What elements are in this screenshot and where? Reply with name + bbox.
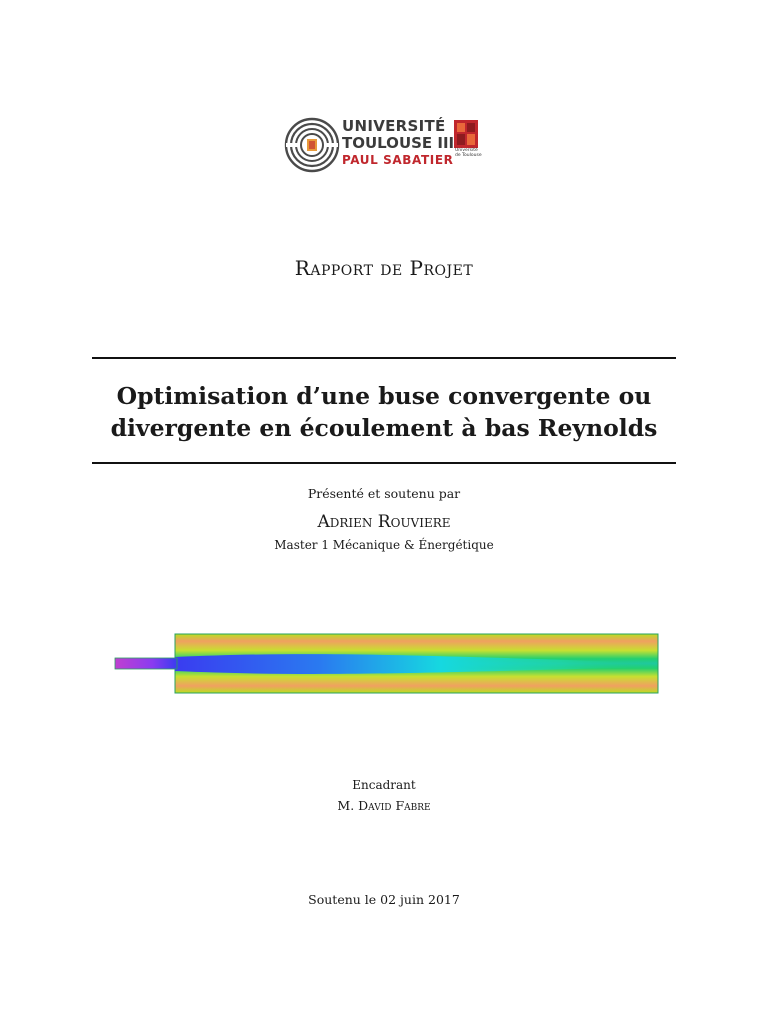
university-logo (284, 114, 484, 176)
logo-line-toulouse: TOULOUSE III (342, 134, 455, 152)
program-name: Master 1 Mécanique & Énergétique (274, 538, 494, 552)
emblem-caption-line-1: Université (455, 148, 478, 153)
emblem-caption (455, 148, 482, 158)
emblem-caption-line-2: de Toulouse (455, 153, 482, 158)
title-line-2: divergente en écoulement à bas Reynolds (110, 414, 658, 442)
presented-by: Présenté et soutenu par (307, 486, 461, 501)
page-title (0, 380, 768, 444)
supervisor-label: Encadrant (352, 778, 416, 792)
defense-date: Soutenu le 02 juin 2017 (308, 892, 460, 907)
inlet-pipe (115, 658, 177, 669)
logo-line-sabatier: PAUL SABATIER (342, 153, 454, 167)
top-rule (92, 357, 676, 359)
university-seal-icon (284, 114, 344, 176)
report-type: Rapport de Projet (294, 256, 474, 280)
logo-line-universite: UNIVERSITÉ (342, 117, 446, 135)
supervisor-name: M. David Fabre (337, 798, 431, 813)
flow-simulation-figure (114, 633, 659, 695)
bottom-rule (92, 462, 676, 464)
universite-de-toulouse-emblem-icon (454, 120, 478, 148)
title-line-1: Optimisation d’une buse convergente ou (116, 382, 652, 410)
author-name: Adrien Rouviere (317, 512, 451, 532)
